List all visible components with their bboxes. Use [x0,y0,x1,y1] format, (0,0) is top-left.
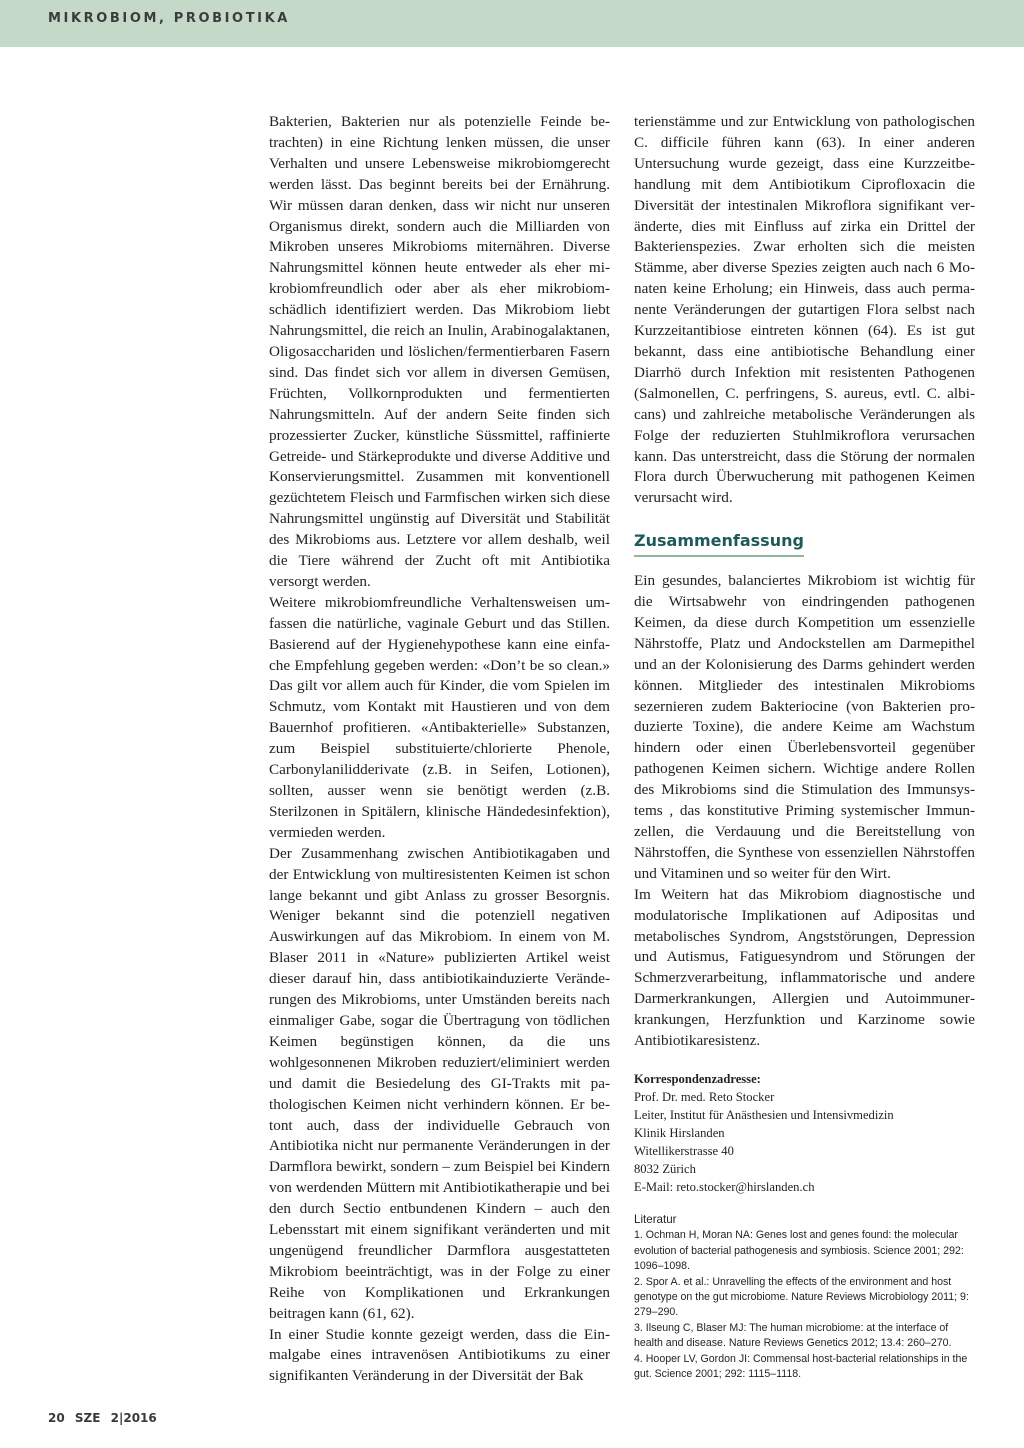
summary-heading: Zusammenfassung [634,531,804,557]
correspondence-title: Korrespondenzadresse: [634,1071,761,1086]
body-paragraph: Ein gesundes, balanciertes Mikrobiom ist wichtig für die Wirtsabwehr von eindringenden pathogenen Keimen, da diese durch Kompetition um essenzielle Nährstoffe, Platz und Andockstellen am Darmepithel und an der Kolonisierung des Darms gehindert werden können. Mitglieder des intestinalen Mikrobioms sezernieren zudem Bakteriocine (von Bakterien produzierte Toxine), die andere Keime am Wachstum hindern oder einen Überlebensvorteil gegenüber pathogenen Keimen sichern. Wichtige andere Rollen des Mikrobioms sind die Stimulation des Immunsystems , das konstitutive Priming systemischer Immunzellen, die Verdauung und die Bereitstellung von Nährstoffen, die Synthese von essenziellen Nährstoffen und Vitaminen und so weiter für den Wirt. [634,572,975,882]
literature-entry: 2. Spor A. et al.: Unravelling the effects of the environment and host genotype on the gut microbiome. Nature Reviews Microbiology 2011; 9: 279–290. [634,1275,969,1319]
literature-title: Literatur [634,1212,677,1226]
section-header-bar [0,0,1024,47]
correspondence-email: E-Mail: reto.stocker@hirslanden.ch [634,1179,815,1194]
literature-block [634,1212,975,1382]
page-number: 20 [48,1411,65,1425]
body-paragraph: Der Zusammenhang zwischen Antibiotikagaben und der Entwicklung von multiresistenten Keimen ist schon lange bekannt und gibt Anlass zu grosser Besorgnis. Weniger bekannt sind die potenziell negativen Auswirkungen auf das Mikrobiom. In einem von M. Blaser 2011 in «Nature» publizierten Artikel weist dieser darauf hin, dass antibiotikainduzierte Veränderungen des Mikrobioms, unter Umständen bereits nach einmaliger Gabe, sogar die Übertragung von tödlichen Keimen begünstigen können, da die uns wohlgesonnenen Mikroben reduziert/eliminiert werden und damit die Besiedelung des GI-Trakts mit pathologischen Keimen nicht verhindern können. Er betont auch, dass der individuelle Gebrauch von Antibiotika nicht nur permanente Veränderungen in der Darmflora bewirkt, sondern – zum Beispiel bei Kindern von werdenden Müttern mit Antibiotikatherapie und bei den durch Sectio entbundenen Kindern – auch den Lebensstart mit einem signifikant veränderten und mit ungenügend freundlicher Darmflora ausgestatteten Mikrobiom beeinträchtigt, was in der Folge zu einer Reihe von Komplikationen und Erkrankungen beitragen kann (61, 62). [269,844,610,1322]
literature-entry: 4. Hooper LV, Gordon JI: Commensal host-bacterial relationships in the gut. Science 2001; 292: 1115–1118. [634,1352,968,1381]
correspondence-line: Witellikerstrasse 40 [634,1143,734,1158]
page-footer [48,1411,163,1425]
issue-number: 2|2016 [110,1411,157,1425]
body-paragraph: terienstämme und zur Entwicklung von pathologischen C. difficile führen kann (63). In einer anderen Untersuchung wurde gezeigt, dass eine Kurzzeitbehandlung mit dem Antibiotikum Ciprofloxacin die Diversität der intestinalen Mikroflora signifikant veränderte, dies mit Einfluss auf zirka ein Drittel der Bakterienspezies. Zwar erholten sich die meisten Stämme, aber diverse Spezies zeigten auch nach 6 Monaten keine Erholung; ein Hinweis, dass auch permanente Veränderungen der gutartigen Flora selbst nach Kurzzeitantibiose eintreten können (64). Es ist gut bekannt, dass eine antibiotische Behandlung einer Diarrhö durch Infektion mit resistenten Pathogenen (Salmonellen, C. perfringens, S. aureus, evtl. C. albicans) und zahlreiche metabolische Veränderungen als Folge der reduzierten Stuhlmikroflora verursachen kann. Das unterstreicht, dass die Störung der normalen Flora durch Überwucherung mit pathogenen Keimen verursacht wird. [634,113,975,507]
journal-name: SZE [74,1411,101,1425]
correspondence-block [634,1070,975,1196]
section-title: MIKROBIOM, PROBIOTIKA [48,11,290,26]
right-column [634,112,975,1382]
correspondence-line: Prof. Dr. med. Reto Stocker [634,1089,775,1104]
correspondence-line: 8032 Zürich [634,1161,696,1176]
body-paragraph: Bakterien, Bakterien nur als potenzielle Feinde betrachten) in eine Richtung lenken müssen, die unser Verhalten und unsere Lebensweise mikrobiomgerecht werden lässt. Das beginnt bereits bei der Ernährung. Wir müssen daran denken, dass wir nicht nur unseren Organismus direkt, sondern auch die Milliarden von Mikroben unseres Mikrobioms miternähren. Diverse Nahrungsmittel können heute entweder als eher mikrobiomfreundlich oder aber als eher mikrobiomschädlich identifiziert werden. Das Mikrobiom liebt Nahrungsmittel, die reich an Inulin, Arabinogalaktanen, Oligosacchariden und löslichen/fermentierbaren Fasern sind. Das findet sich vor allem in diversen Gemüsen, Früchten, Vollkornprodukten und fermentierten Nahrungsmitteln. Auf der andern Seite finden sich prozessierter Zucker, künstliche Süssmittel, raffinierte Getreide- und Stärkeprodukte und diverse Additive und Konservierungsmittel. Zusammen mit konventionell gezüchtetem Fleisch und Farmfischen wirken sich diese Nahrungsmittel ungünstig auf Diversität und Stabilität des Mikrobioms aus. Letztere vor allem deshalb, weil die Tiere während der Zucht oft mit Antibiotika versorgt werden. [269,113,610,590]
correspondence-line: Leiter, Institut für Anästhesien und Intensivmedizin [634,1107,894,1122]
body-paragraph: Im Weitern hat das Mikrobiom diagnostische und modulatorische Implikationen auf Adipositas und metabolisches Syndrom, Angststörungen, Depression und Autismus, Fatiguesyndrom und Störungen der Schmerzverarbeitung, inflammatorische und andere Darmerkrankungen, Allergien und Autoimmunerkrankungen, Herzfunktion und Karzinome sowie Antibiotikaresistenz. [634,885,975,1050]
left-column [269,112,610,1387]
literature-entry: 3. Ilseung C, Blaser MJ: The human microbiome: at the interface of health and disease. Nature Reviews Genetics 2012; 13.4: 260–270. [634,1321,952,1350]
literature-entry: 1. Ochman H, Moran NA: Genes lost and genes found: the molecular evolution of bacterial pathogenesis and symbiosis. Science 2001; 292: 1096–1098. [634,1229,964,1273]
body-paragraph: In einer Studie konnte gezeigt werden, dass die Einmalgabe eines intravenösen Antibiotikums zu einer signifikanten Veränderung in der Diversität der Bak [269,1325,610,1385]
correspondence-line: Klinik Hirslanden [634,1125,725,1140]
body-paragraph: Weitere mikrobiomfreundliche Verhaltensweisen umfassen die natürliche, vaginale Geburt und das Stillen. Basierend auf der Hygienehypothese kann eine einfache Empfehlung gegeben werden: «Don’t be so clean.» Das gilt vor allem auch für Kinder, die vom Spielen im Schmutz, vom Kontakt mit Haustieren und von dem Bauernhof profitieren. «Antibakterielle» Substanzen, zum Beispiel substituierte/chlorierte Phenole, Carbonylanilidderivate (z.B. in Seifen, Lotionen), sollten, ausser wenn sie benötigt werden (z.B. Sterilzonen in Spitälern, klinische Händedesinfektion), vermieden werden. [269,593,610,841]
